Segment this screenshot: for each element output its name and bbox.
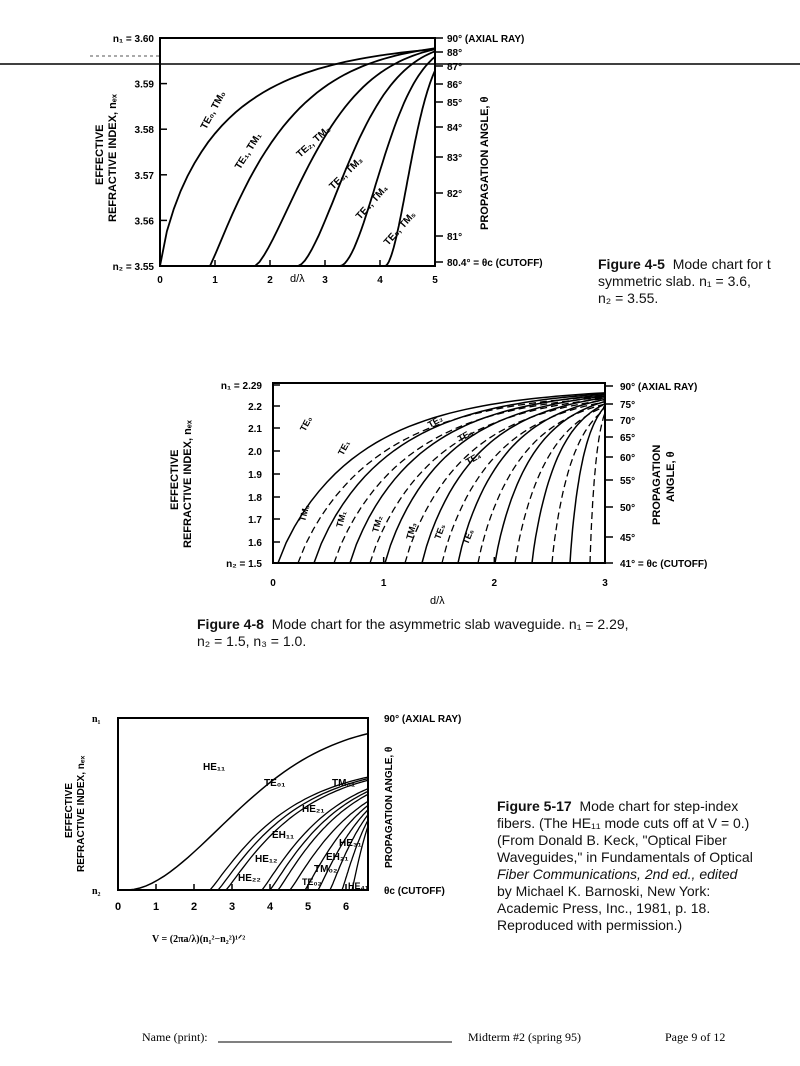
fig2-y-tick: 2.1 [248,424,262,435]
fig1-mode-label: TE₁, TM₁ [233,130,265,172]
fig3-caption-line: fibers. (The HE₁₁ mode cuts off at V = 0.) [497,815,750,831]
fig3-mode-label: HE₂₁ [302,804,325,815]
fig3-x-tick: 1 [152,901,160,913]
fig2-y-tick: 2.0 [248,447,262,458]
fig3-x-tick: 4 [266,901,274,913]
fig1-angle-tick: 80.4° = θc (CUTOFF) [447,258,543,269]
fig1-y-label-2: REFRACTIVE INDEX, nₑₓ [107,94,119,222]
fig2-y-tick: n₁ = 2.29 [220,381,262,392]
fig3-mode-label: TE₀₁ [264,778,286,789]
fig2-mode-label: TE₅ [432,522,448,541]
fig3-mode-label: EH₂₁ [326,852,349,863]
fig2-mode-label: TE₀ [297,414,315,433]
fig1-angle-tick: 90° (AXIAL RAY) [447,34,525,45]
fig1-angle-tick: 83° [447,153,463,164]
fig2-right-label-2: ANGLE, θ [665,451,677,502]
fig3-angle-bottom: θc (CUTOFF) [384,886,445,897]
fig1-y-label-1: EFFECTIVE [94,124,106,185]
fig3-mode-label: TM₀₁ [332,778,356,789]
fig2-te-curve [458,399,605,563]
exam-label: Midterm #2 (spring 95) [468,1030,581,1044]
fig3-caption-line: Fiber Communications, 2nd ed., edited [497,866,738,882]
fig2-angle-tick: 55° [620,476,636,487]
fig1-mode-label: TE₅, TM₅ [382,209,419,249]
fig2-angle-tick: 45° [620,533,636,544]
fig3-mode-label: TE₀₂ [302,877,322,887]
fig3-mode-label: TM₀₂ [314,864,338,875]
fig1-angle-tick: 82° [447,189,463,200]
fig1-angle-tick: 84° [447,123,463,134]
fig1-angle-tick: 87° [447,62,463,73]
name-label: Name (print): [142,1030,208,1044]
fig1-x-tick: 3 [322,275,328,286]
fig2-y-tick: 1.7 [248,515,262,526]
fig2-te-curve [314,394,605,563]
fig3-y-label-1: EFFECTIVE [64,782,75,838]
fig1-y-tick: n₂ = 3.55 [112,262,154,273]
fig2-angle-tick: 75° [620,400,636,411]
fig1-angle-tick: 81° [447,232,463,243]
fig1-x-tick: 5 [432,275,438,286]
fig3-x-tick: 5 [304,901,312,913]
fig1-x-tick: 2 [267,275,273,286]
fig3-mode-label: HE₄₁ [348,881,369,891]
fig2-tm-curve [478,404,605,563]
fig2-y-tick: n₂ = 1.5 [226,559,262,570]
fig1-mode-label: TE₀, TM₀ [198,89,229,132]
fig3-caption-line: (From Donald B. Keck, "Optical Fiber [497,832,727,848]
fig2-caption-line: n₂ = 1.5, n₃ = 1.0. [197,633,307,649]
fig1-chart [94,34,543,286]
fig3-mode-label: EH₁₁ [272,830,295,841]
fig2-tm-curve [590,413,605,564]
fig3-mode-label: HE₁₁ [203,762,226,773]
fig2-te-curve [570,407,605,564]
fig1-angle-tick: 86° [447,80,463,91]
fig2-x-label: d/λ [430,595,445,607]
fig2-y-tick: 1.6 [248,538,262,549]
fig1-caption-text: Mode chart for t [672,256,771,272]
fig3-y-bottom: n₂ [92,886,101,897]
fig2-y-tick: 2.2 [248,402,262,413]
fig2-x-tick: 1 [380,578,387,589]
fig2-angle-tick: 70° [620,416,636,427]
fig2-caption-text: Mode chart for the asymmetric slab waveguide. n₁ = 2.29, [271,616,629,632]
fig3-x-ticks [115,884,349,913]
fig1-y-tick: 3.57 [134,170,154,182]
fig3-y-top: n₁ [92,714,101,725]
fig1-x-tick: 4 [377,275,383,286]
fig2-x-tick: 0 [270,578,276,589]
fig3-y-label-2: REFRACTIVE INDEX, nₑₓ [76,755,87,872]
fig2-mode-label: TE₆ [460,527,476,546]
fig3-caption-line: Academic Press, Inc., 1981, p. 18. [497,900,711,916]
fig1-angle-tick: 88° [447,48,463,59]
fig2-mode-label: TE₃ [456,427,475,444]
fig2-angle-tick: 90° (AXIAL RAY) [620,382,698,393]
fig2-right-label-1: PROPAGATION [651,444,663,525]
fig2-mode-label: TM₀ [297,503,312,523]
fig3-caption-label: Figure 5-17 [497,798,572,814]
fig1-y-ticks [113,34,167,273]
fig1-right-label: PROPAGATION ANGLE, θ [479,96,491,230]
fig1-y-tick: n₁ = 3.60 [112,34,154,45]
fig3-caption-line: by Michael K. Barnoski, New York: [497,883,711,899]
fig3-caption-line: Reproduced with permission.) [497,917,683,933]
fig1-caption-label: Figure 4-5 [598,256,665,272]
fig2-chart [169,381,707,607]
fig1-mode-label: TE₂, TM₂ [294,124,333,161]
fig2-y-ticks [221,381,280,570]
fig1-y-tick: 3.58 [134,125,154,137]
fig3-x-tick: 3 [228,901,236,913]
fig2-angle-tick: 50° [620,503,636,514]
fig2-x-tick: 3 [602,578,608,589]
fig1-x-tick: 0 [157,275,163,286]
fig2-x-tick: 2 [491,578,498,589]
fig3-caption-text: Mode chart for step-index [579,798,739,814]
fig3-caption-line: Waveguides," in Fundamentals of Optical [497,849,753,865]
fig1-y-tick: 3.56 [134,216,154,228]
fig3-angle-top: 90° (AXIAL RAY) [384,714,462,725]
fig3-mode-label: HE₁₂ [255,854,278,865]
fig3-chart [64,714,461,945]
fig3-x-label: V = (2πa/λ)(n₁²−n₂²)¹ᐟ² [152,934,246,945]
fig1-caption [598,256,798,307]
fig2-x-ticks [270,557,608,589]
fig2-caption-label: Figure 4-8 [197,616,264,632]
fig1-mode-label: TE₄, TM₄ [354,183,391,223]
fig3-mode-label: HE₂₂ [238,873,261,884]
fig2-angle-tick: 60° [620,453,636,464]
fig1-x-tick: 1 [212,275,218,286]
fig3-x-tick: 0 [114,901,122,913]
fig1-angle-tick: 85° [447,98,463,109]
fig2-y-tick: 1.9 [248,470,262,481]
fig1-x-label: d/λ [290,273,305,285]
fig3-x-tick: 2 [190,901,198,913]
fig3-mode-label: HE₃₁ [339,838,362,849]
fig1-mode-label: TE₃, TM₃ [327,155,366,193]
page-number: Page 9 of 12 [665,1030,726,1044]
fig2-mode-label: TE₂ [426,413,445,430]
fig1-caption-line: symmetric slab. n₁ = 3.6, [598,273,751,289]
fig2-mode-label: TM₃ [404,521,419,541]
fig2-mode-label: TM₁ [334,509,349,529]
fig2-caption [197,616,757,650]
fig2-angle-tick: 65° [620,433,636,444]
fig3-caption [497,798,797,934]
fig2-y-label-1: EFFECTIVE [169,449,181,510]
fig2-y-label-2: REFRACTIVE INDEX, nₑₓ [182,420,194,548]
fig2-mode-label: TE₄ [464,450,483,467]
fig3-right-label: PROPAGATION ANGLE, θ [384,746,395,868]
fig2-mode-label: TE₁ [335,438,352,457]
fig3-x-tick: 6 [342,901,350,913]
fig2-mode-label: TM₂ [370,514,385,534]
fig2-angle-tick: 41° = θc (CUTOFF) [620,559,708,570]
fig1-y-tick: 3.59 [134,79,154,91]
fig1-caption-line: n₂ = 3.55. [598,290,659,306]
fig2-y-tick: 1.8 [248,493,262,504]
